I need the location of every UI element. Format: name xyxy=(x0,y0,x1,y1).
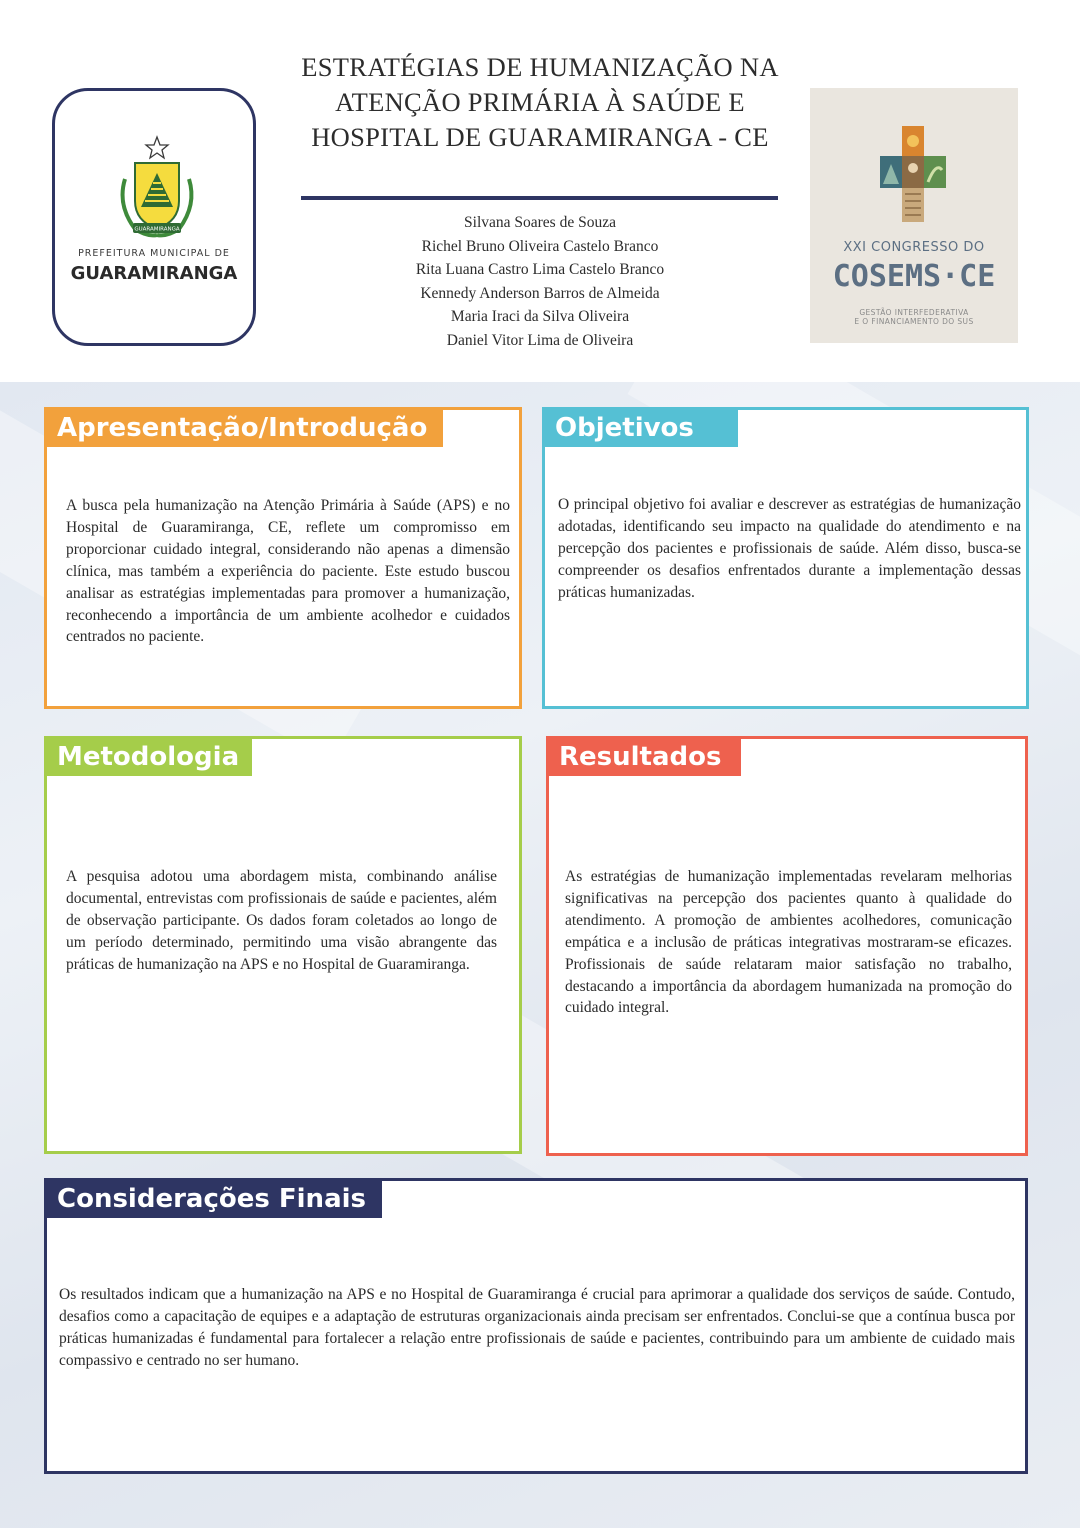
poster-title xyxy=(270,50,810,155)
congress-name: COSEMS·CE xyxy=(832,259,996,294)
section-conclusions xyxy=(44,1178,1028,1474)
congress-logo xyxy=(810,88,1018,343)
section-text: A pesquisa adotou uma abordagem mista, combinando análise documental, entrevistas com profissionais de saúde e pacientes, além de observação participante. Os dados foram coletados ao longo de um período determinado, permitindo uma visão abrangente das práticas de humanização na APS e no Hospital de Guaramiranga. xyxy=(66,868,497,973)
congress-theme-line: E O FINANCIAMENTO DO SUS xyxy=(854,317,974,326)
section-heading: Apresentação/Introdução xyxy=(47,410,443,447)
municipality-name: GUARAMIRANGA xyxy=(70,263,238,284)
title-divider xyxy=(301,196,778,200)
section-methodology xyxy=(44,736,522,1154)
congress-theme xyxy=(810,308,1018,326)
author-name: Rita Luana Castro Lima Castelo Branco xyxy=(415,261,665,279)
title-line: ATENÇÃO PRIMÁRIA À SAÚDE E xyxy=(335,87,745,117)
author-name: Maria Iraci da Silva Oliveira xyxy=(450,308,630,326)
section-heading: Metodologia xyxy=(47,739,252,776)
cross-emblem-icon xyxy=(880,124,946,224)
congress-theme-line: GESTÃO INTERFEDERATIVA xyxy=(859,308,969,317)
section-heading: Resultados xyxy=(549,739,741,776)
author-name: Daniel Vitor Lima de Oliveira xyxy=(446,331,634,349)
author-name: Kennedy Anderson Barros de Almeida xyxy=(420,284,660,302)
prefeitura-logo xyxy=(52,88,256,346)
author-list xyxy=(330,211,750,353)
section-results xyxy=(546,736,1028,1156)
section-text: O principal objetivo foi avaliar e descrever as estratégias de humanização adotadas, identificando seu impacto na qualidade do atendimento e na percepção dos pacientes e profissionais de saúde. Além disso, busca-se compreender os desafios enfrentados durante a implementação dessas práticas humanizadas. xyxy=(558,496,1021,601)
congress-edition: XXI CONGRESSO DO xyxy=(843,240,985,255)
author-name: Richel Bruno Oliveira Castelo Branco xyxy=(421,237,659,255)
section-text: Os resultados indicam que a humanização na APS e no Hospital de Guaramiranga é crucial para aprimorar a qualidade dos serviços de saúde. Contudo, desafios como a capacitação de equipes e a adaptação de estruturas organizacionais ainda precisam ser enfrentados. Conclui-se que a contínua busca por práticas humanizadas é fundamental para fortalecer a relação entre profissionais de saúde e pacientes, contribuindo para um ambiente de cuidado mais compassivo e centrado no ser humano. xyxy=(59,1286,1015,1369)
prefeitura-label: PREFEITURA MUNICIPAL DE xyxy=(78,248,230,259)
title-line: ESTRATÉGIAS DE HUMANIZAÇÃO NA xyxy=(301,52,779,82)
section-text: A busca pela humanização na Atenção Primária à Saúde (APS) e no Hospital de Guaramiranga, CE, reflete um compromisso em proporcionar cuidado integral, considerando não apenas a dimensão clínica, mas também a experiência do paciente. Este estudo buscou analisar as estratégias implementadas para promover a humanização, reconhecendo a importância de um ambiente acolhedor e cuidados centrados no paciente. xyxy=(66,497,510,646)
coat-of-arms-icon xyxy=(105,135,209,245)
author-name: Silvana Soares de Souza xyxy=(464,214,616,231)
seal-text: GUARAMIRANGA xyxy=(134,226,180,233)
section-text: As estratégias de humanização implementadas revelaram melhorias significativas na percepção dos pacientes quanto à qualidade do atendimento. A promoção de ambientes acolhedores, comunicação empática e a inclusão de práticas integrativas mostraram-se eficazes. Profissionais de saúde relataram maior satisfação no trabalho, destacando a importância da abordagem humanizada na promoção do cuidado integral. xyxy=(565,868,1012,1017)
section-objectives xyxy=(542,407,1029,709)
section-introduction xyxy=(44,407,522,709)
title-line: HOSPITAL DE GUARAMIRANGA - CE xyxy=(311,122,769,152)
section-heading: Objetivos xyxy=(545,410,738,447)
section-heading: Considerações Finais xyxy=(47,1181,382,1218)
